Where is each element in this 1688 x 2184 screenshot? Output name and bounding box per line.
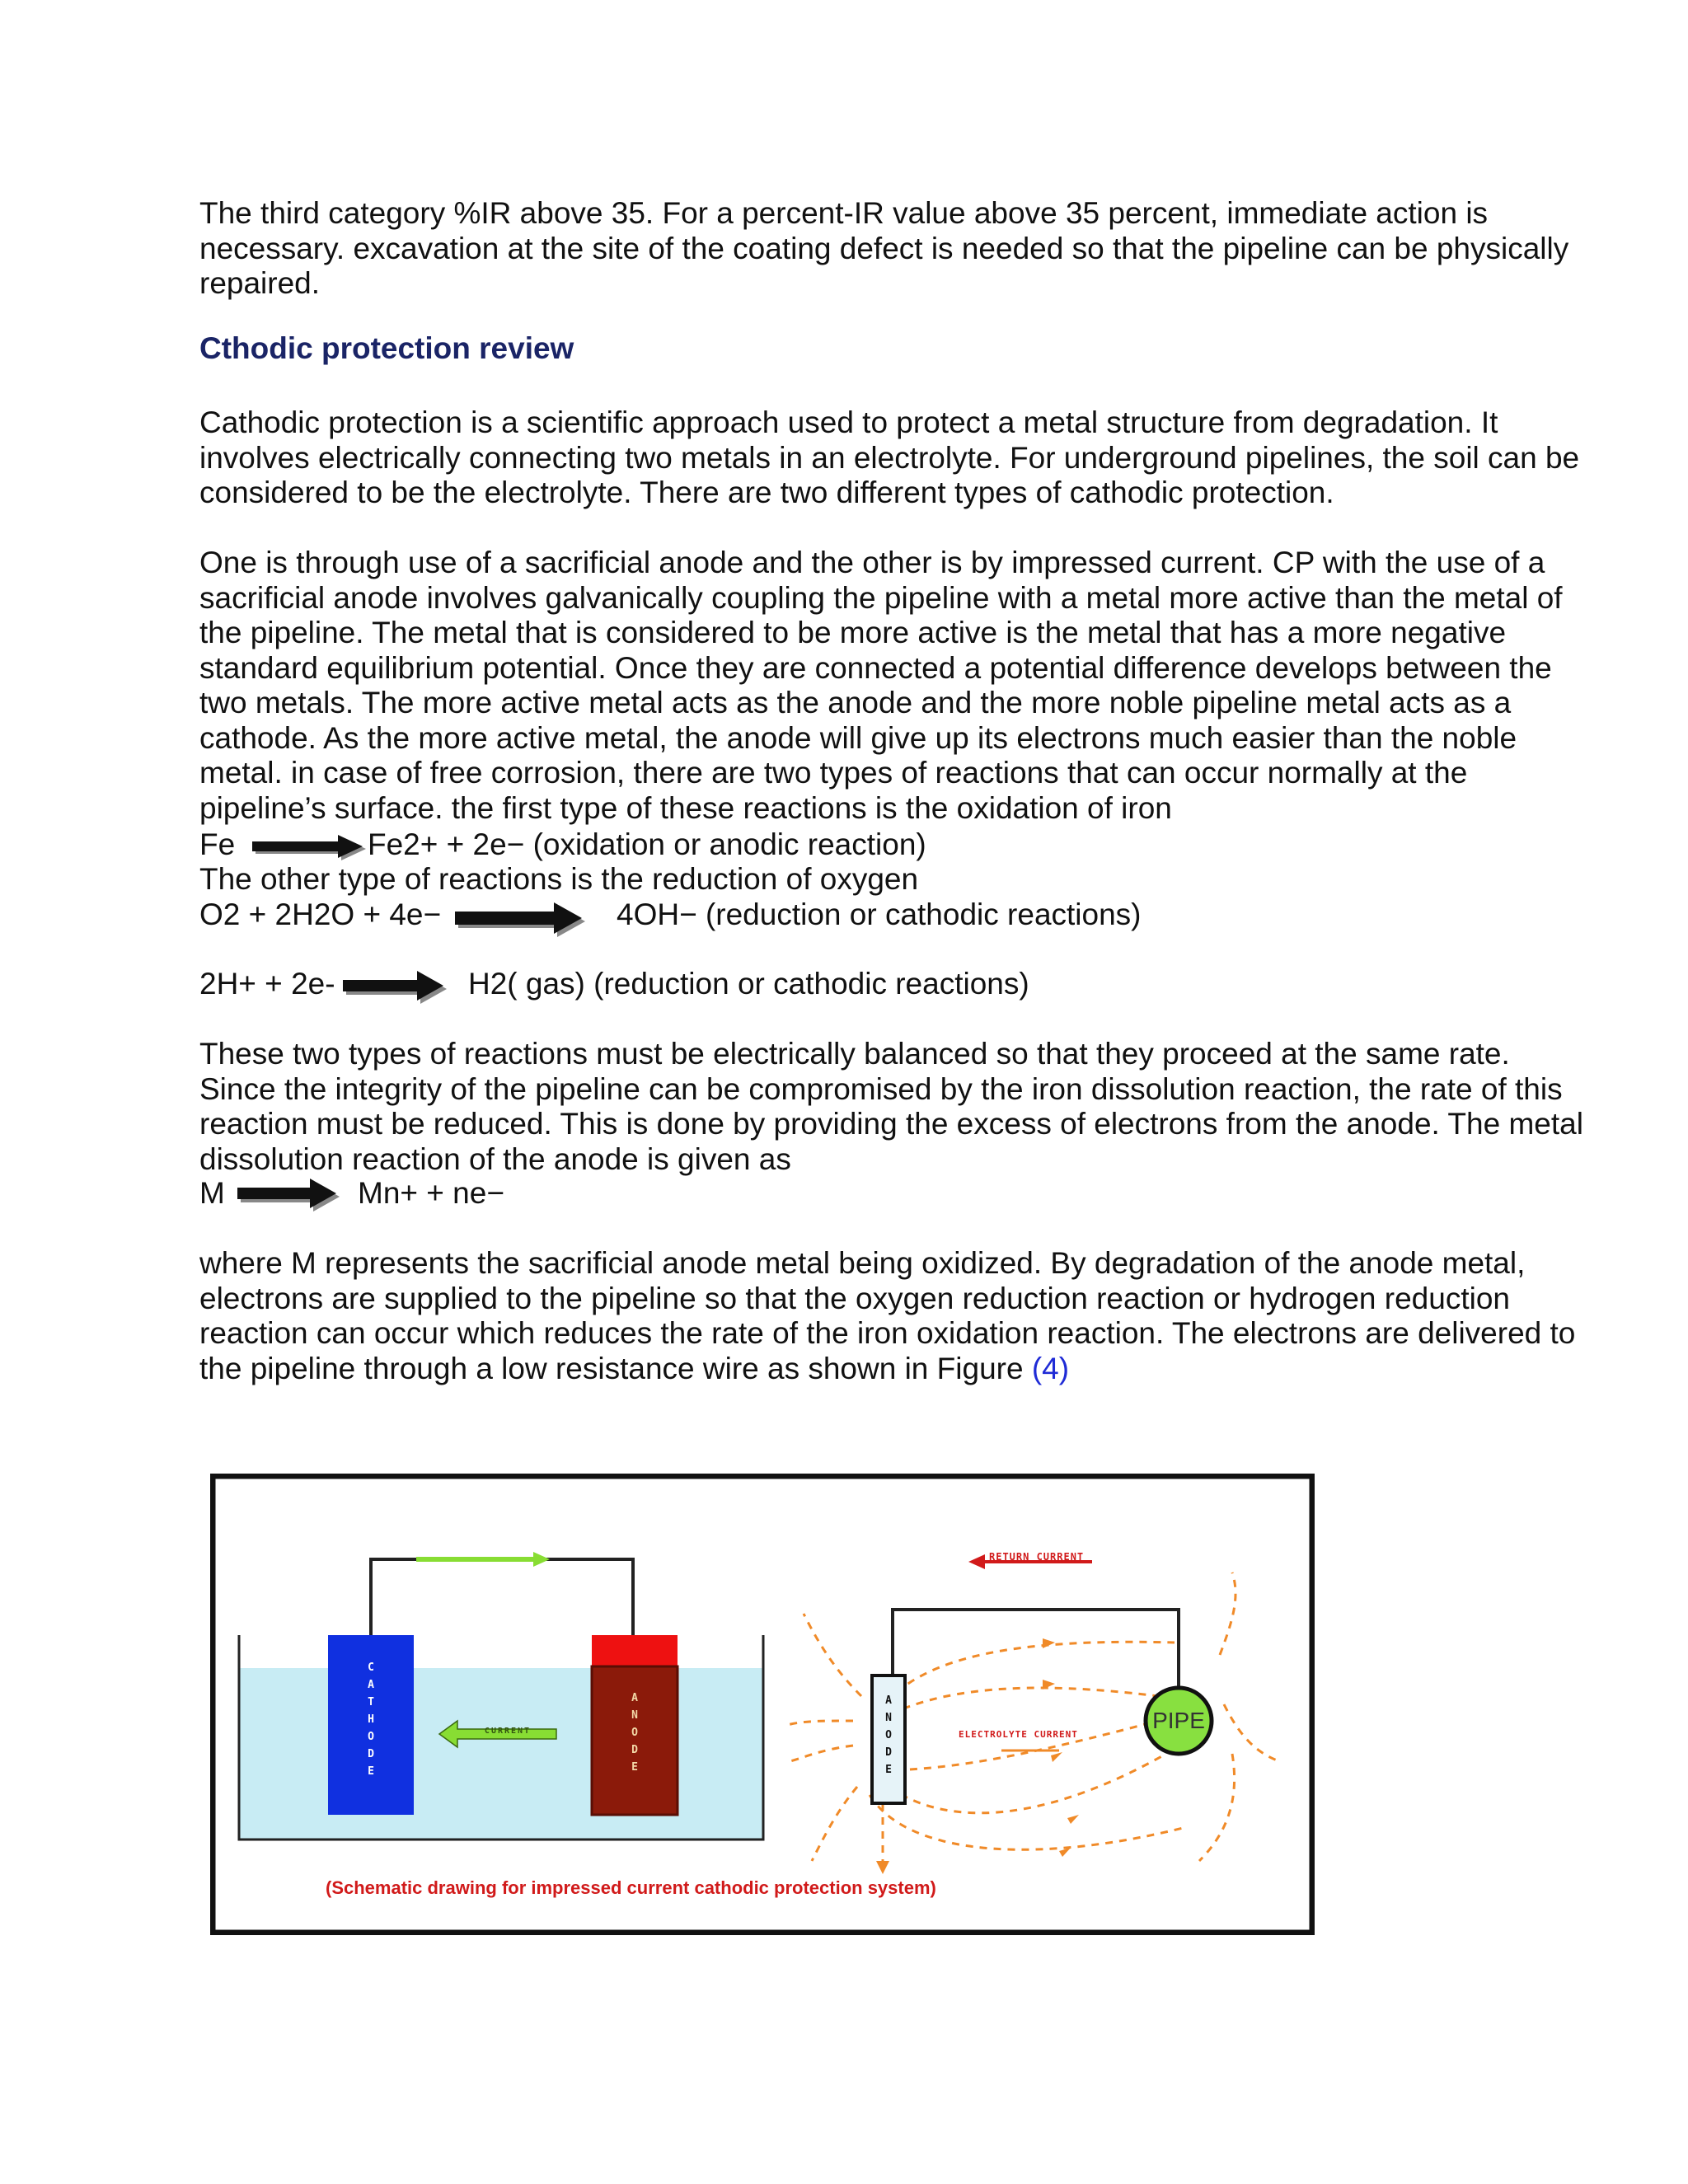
equation-o2-left: O2 + 2H2O + 4e− bbox=[199, 898, 442, 931]
pipe-label: PIPE bbox=[1152, 1708, 1205, 1733]
reaction-arrow-icon bbox=[455, 902, 587, 940]
tank-water bbox=[239, 1668, 763, 1840]
figure-caption: (Schematic drawing for impressed current cathodic protection system) bbox=[326, 1877, 936, 1898]
equation-h-left: 2H+ + 2e- bbox=[199, 967, 335, 1001]
anode-top bbox=[592, 1635, 678, 1666]
cathode-label: C A T H O D E bbox=[368, 1661, 374, 1778]
equation-other-type-text: The other type of reactions is the reduction of oxygen bbox=[199, 862, 919, 896]
equation-fe-right: Fe2+ + 2e− (oxidation or anodic reaction) bbox=[368, 827, 926, 861]
current-label: CURRENT bbox=[484, 1727, 532, 1736]
figure-cathodic-protection bbox=[210, 1474, 1315, 1935]
equation-fe-left: Fe bbox=[199, 827, 236, 861]
figure-reference-link[interactable]: (4) bbox=[1031, 1351, 1070, 1385]
paragraph-cathodic-intro: Cathodic protection is a scientific approach used to protect a metal structure from degradation. It involves electrically connecting two metals in an electrolyte. For underground pipelines, the soil can be considered to be the electrolyte. There are two different types of cathodic protection. bbox=[199, 405, 1580, 509]
equation-m-left: M bbox=[199, 1176, 225, 1210]
paragraph-anode-degradation-text: where M represents the sacrificial anode metal being oxidized. By degradation of the anode metal, electrons are supplied to the pipeline so that the oxygen reduction reaction or hydrogen reduction reaction can occur which reduces the rate of the iron oxidation reaction. The electrons are delivered to the pipeline through a low resistance wire as shown in Figure bbox=[199, 1246, 1576, 1385]
equation-h-right: H2( gas) (reduction or cathodic reactions) bbox=[468, 967, 1029, 1001]
paragraph-balanced-reactions: These two types of reactions must be electrically balanced so that they proceed at the same rate. Since the integrity of the pipeline can be compromised by the iron dissolution reaction, the rate of this reaction must be reduced. This is done by providing the excess of electrons from the anode. The metal dissolution reaction of the anode is given as bbox=[199, 1037, 1583, 1176]
electrolyte-current-label: ELECTROLYTE CURRENT bbox=[959, 1729, 1078, 1740]
paragraph-ir-category: The third category %IR above 35. For a percent-IR value above 35 percent, immediate action is necessary. excavation at the site of the coating defect is needed so that the pipeline can be physically repaired. bbox=[199, 196, 1569, 300]
paragraph-sacrificial-anode: One is through use of a sacrificial anode and the other is by impressed current. CP with the use of a sacrificial anode involves galvanically coupling the pipeline with a metal more active than the metal of the pipeline. The metal that is considered to be more active is the metal that has a more negative standard equilibrium potential. Once they are connected a potential difference develops between the two metals. The more active metal acts as the anode and the more noble pipeline metal acts as a cathode. As the more active metal, the anode will give up its electrons much easier than the noble metal. in case of free corrosion, there are two types of reactions that can occur normally at the pipeline’s surface. the first type of these reactions is the oxidation of iron bbox=[199, 546, 1563, 825]
equation-o2-right: 4OH− (reduction or cathodic reactions) bbox=[617, 898, 1142, 931]
paragraph-anode-degradation bbox=[199, 1246, 1584, 1386]
equation-m-right: Mn+ + ne− bbox=[358, 1176, 504, 1210]
anode2-label: A N O D E bbox=[885, 1694, 892, 1776]
reaction-arrow-icon bbox=[237, 1179, 341, 1215]
reaction-arrow-icon bbox=[252, 834, 368, 864]
section-heading: Cthodic protection review bbox=[199, 331, 574, 365]
return-current-label: RETURN CURRENT bbox=[989, 1551, 1085, 1563]
anode-label: A N O D E bbox=[631, 1692, 638, 1774]
reaction-arrow-icon bbox=[343, 971, 448, 1007]
